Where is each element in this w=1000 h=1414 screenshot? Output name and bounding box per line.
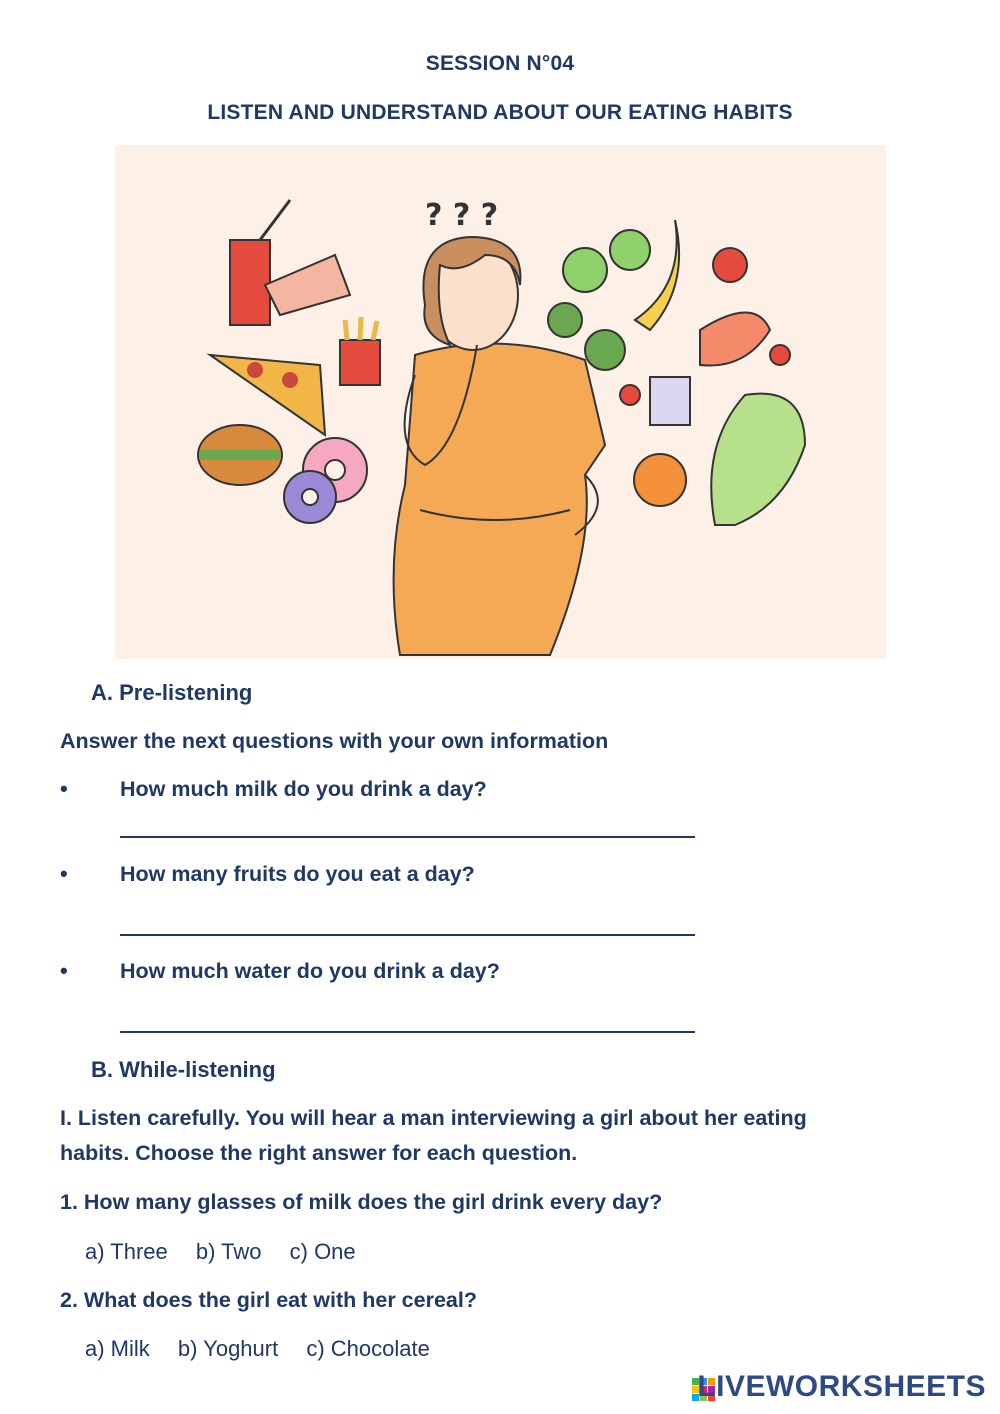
answer-line-3[interactable] (120, 1031, 695, 1033)
option-2a[interactable]: a) Milk (85, 1336, 150, 1361)
fries-icon (340, 340, 380, 385)
answer-line-1[interactable] (120, 836, 695, 838)
bullet-icon: • (60, 861, 68, 886)
cake-icon (265, 255, 350, 315)
pizza-icon (210, 355, 325, 435)
question-1: How much milk do you drink a day? (120, 777, 487, 801)
salmon-icon (700, 313, 770, 366)
section-a-heading: A. Pre-listening (91, 680, 253, 705)
yoghurt-icon (650, 377, 690, 425)
mc-question-2: 2. What does the girl eat with her cereal? (60, 1288, 477, 1312)
question-marks-icon: ? ? ? (425, 198, 499, 233)
option-1a[interactable]: a) Three (85, 1239, 168, 1264)
mc-question-1: 1. How many glasses of milk does the girl drink every day? (60, 1190, 663, 1214)
option-2c[interactable]: c) Chocolate (306, 1336, 430, 1361)
orange-icon (634, 454, 686, 506)
strawberry-icon (770, 345, 790, 365)
section-a-instruction: Answer the next questions with your own information (60, 729, 609, 753)
mc-options-2 (85, 1336, 452, 1362)
apple-icon (563, 248, 607, 292)
liveworksheets-brand[interactable]: LIVEWORKSHEETS (697, 1370, 986, 1403)
illustration-svg (115, 145, 886, 659)
option-1c[interactable]: c) One (289, 1239, 356, 1264)
option-2b[interactable]: b) Yoghurt (177, 1336, 279, 1361)
section-b-instruction-line-2: habits. Choose the right answer for each question. (60, 1141, 578, 1165)
section-b-instruction-line-1: I. Listen carefully. You will hear a man interviewing a girl about her eating (60, 1106, 807, 1130)
question-3: How much water do you drink a day? (120, 959, 500, 983)
session-title: SESSION N°04 (425, 52, 575, 75)
mc-options-1 (85, 1239, 378, 1265)
bullet-icon: • (60, 958, 68, 983)
broccoli-icon (548, 303, 582, 337)
section-b-heading: B. While-listening (91, 1057, 276, 1082)
option-1b[interactable]: b) Two (195, 1239, 262, 1264)
eating-habits-illustration (115, 145, 886, 659)
bullet-icon: • (60, 776, 68, 801)
question-2: How many fruits do you eat a day? (120, 862, 475, 886)
lettuce-icon (711, 394, 805, 525)
soda-cup-icon (230, 240, 270, 325)
tomato-icon (713, 248, 747, 282)
answer-line-2[interactable] (120, 934, 695, 936)
page-title: LISTEN AND UNDERSTAND ABOUT OUR EATING HABITS (207, 101, 793, 124)
